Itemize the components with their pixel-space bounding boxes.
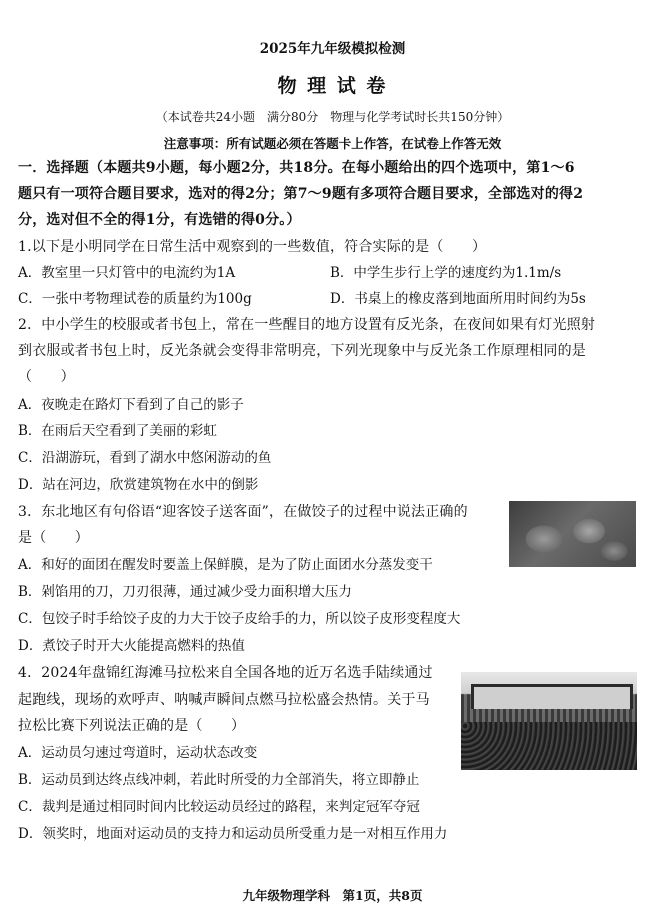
- section-heading-line: 题只有一项符合题目要求，选对的得2分；第7～9题有多项符合题目要求，全部选对的得2: [18, 186, 584, 202]
- q1-option-c: C．一张中考物理试卷的质量约为100g: [18, 291, 252, 307]
- q1-stem: 1.以下是小明同学在日常生活中观察到的一些数值，符合实际的是（ ）: [18, 239, 487, 255]
- q4-stem-line: 起跑线，现场的欢呼声、呐喊声瞬间点燃马拉松盛会热情。关于马: [18, 692, 430, 708]
- q4-option-a: A．运动员匀速过弯道时，运动状态改变: [18, 745, 258, 761]
- q2-stem-line: 2．中小学生的校服或者书包上，常在一些醒目的地方设置有反光条，在夜间如果有灯光照射: [18, 317, 596, 333]
- q3-option-c: C．包饺子时手给饺子皮的力大于饺子皮给手的力，所以饺子皮形变程度大: [18, 611, 461, 627]
- q2-option-a: A．夜晚走在路灯下看到了自己的影子: [18, 397, 244, 413]
- q4-option-c: C．裁判是通过相同时间内比较运动员经过的路程，来判定冠军夺冠: [18, 799, 420, 815]
- marathon-photo: [461, 672, 637, 770]
- q4-option-d: D．领奖时，地面对运动员的支持力和运动员所受重力是一对相互作用力: [18, 826, 448, 842]
- q2-option-b: B．在雨后天空看到了美丽的彩虹: [18, 423, 217, 439]
- q1-option-d: D．书桌上的橡皮落到地面所用时间约为5s: [330, 291, 586, 307]
- q1-option-a: A．教室里一只灯管中的电流约为1A: [18, 265, 236, 281]
- q2-option-c: C．沿湖游玩，看到了湖水中悠闲游动的鱼: [18, 450, 272, 466]
- start-arch: [471, 684, 633, 709]
- q2-stem-line: （ ）: [18, 369, 75, 385]
- q3-stem-line: 是（ ）: [18, 530, 89, 546]
- q4-option-b: B．运动员到达终点线冲刺，若此时所受的力全部消失，将立即静止: [18, 772, 420, 788]
- q3-option-b: B．剁馅用的刀，刀刃很薄，通过减少受力面积增大压力: [18, 584, 352, 600]
- section-heading-line: 分，选对但不全的得1分，有选错的得0分。）: [18, 212, 301, 228]
- page-title: 物 理 试 卷: [277, 75, 388, 97]
- q3-option-d: D．煮饺子时开大火能提高燃料的热值: [18, 638, 245, 654]
- dumpling-photo: [509, 501, 636, 567]
- exam-info: （本试卷共24小题 满分80分 物理与化学考试时长共150分钟）: [155, 110, 510, 124]
- q3-stem-line: 3．东北地区有句俗语“迎客饺子送客面”，在做饺子的过程中说法正确的: [18, 504, 468, 520]
- section-heading-line: 一．选择题（本题共9小题，每小题2分，共18分。在每小题给出的四个选项中，第1～6: [18, 160, 575, 176]
- q3-option-a: A．和好的面团在醒发时要盖上保鲜膜，是为了防止面团水分蒸发变干: [18, 557, 433, 573]
- q4-stem-line: 拉松比赛下列说法正确的是（ ）: [18, 718, 246, 734]
- q4-stem-line: 4．2024年盘锦红海滩马拉松来自全国各地的近万名选手陆续通过: [18, 665, 433, 681]
- q2-stem-line: 到衣服或者书包上时，反光条就会变得非常明亮，下列光现象中与反光条工作原理相同的是: [18, 343, 586, 359]
- q2-option-d: D．站在河边，欣赏建筑物在水中的倒影: [18, 477, 259, 493]
- notice: 注意事项：所有试题必须在答题卡上作答，在试卷上作答无效: [163, 136, 502, 151]
- page-footer: 九年级物理学科 第1页，共8页: [242, 888, 423, 903]
- q1-option-b: B．中学生步行上学的速度约为1.1m/s: [330, 265, 562, 281]
- runner-crowd: [461, 722, 637, 770]
- exam-name: 2025年九年级模拟检测: [259, 41, 406, 57]
